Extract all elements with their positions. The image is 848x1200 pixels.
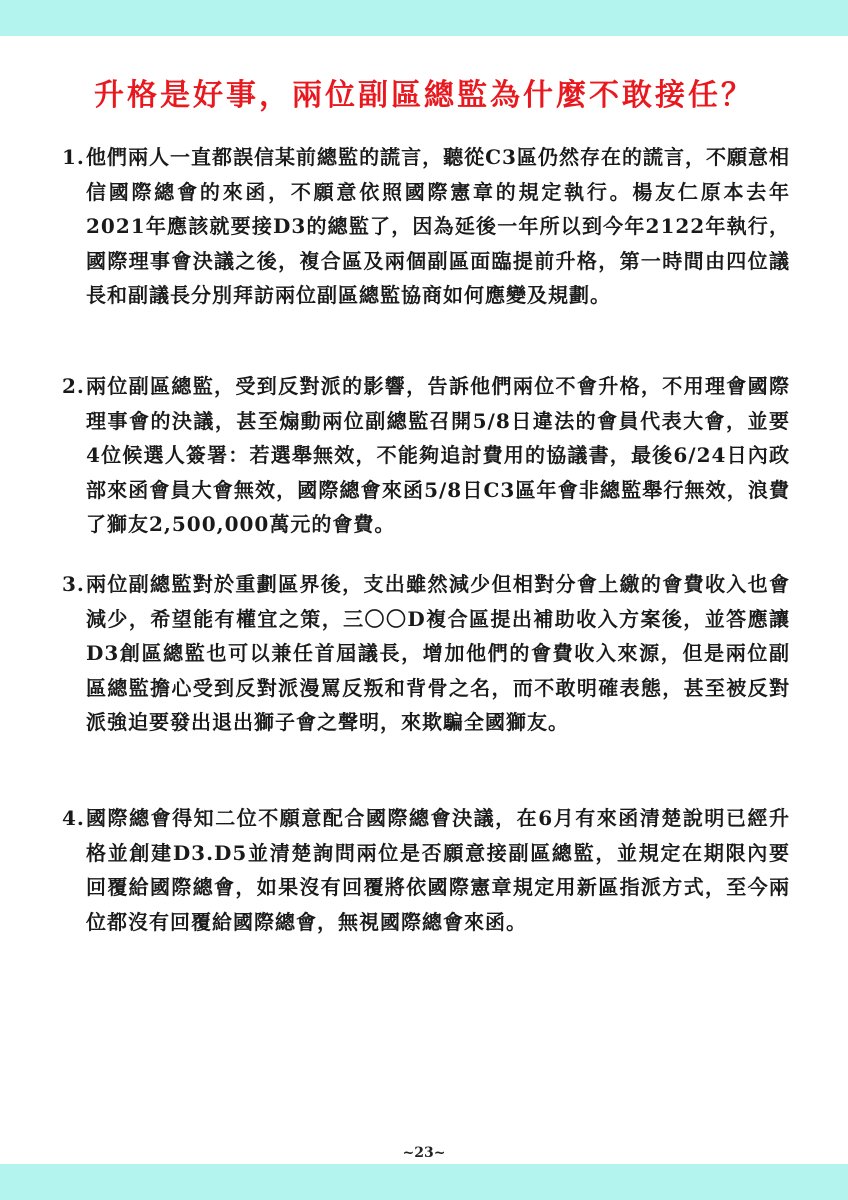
item-number: 3. [62,572,85,596]
item-text: 國際總會得知二位不願意配合國際總會決議，在6月有來函清楚說明已經升格並創建D3.D5並清楚詢問兩位是否願意接副區總監，並規定在期限內要回覆給國際總會，如果沒有回覆將依國際憲章規定用新區指派方式，至今兩位都沒有回覆給國際總會，無視國際總會來函。 [86,806,790,934]
item-text: 兩位副區總監，受到反對派的影響，告訴他們兩位不會升格，不用理會國際理事會的決議，甚至煽動兩位副總監召開5/8日違法的會員代表大會，並要4位候選人簽署：若選舉無效，不能夠追討費用的協議書，最後6/24日內政部來函會員大會無效，國際總會來函5/8日C3區年會非總監舉行無效，浪費了獅友2,500,000萬元的會費。 [86,374,790,536]
page-number: ~23~ [402,1145,446,1161]
list-item-1 [62,140,790,313]
item-number: 4. [62,806,85,830]
list-item-4 [62,801,790,939]
item-number: 2. [62,374,85,398]
item-text: 兩位副總監對於重劃區界後，支出雖然減少但相對分會上繳的會費收入也會減少，希望能有權宜之策，三〇〇D複合區提出補助收入方案後，並答應讓D3創區總監也可以兼任首屆議長，增加他們的會費收入來源，但是兩位副區總監擔心受到反對派漫罵反叛和背骨之名，而不敢明確表態，甚至被反對派強迫要發出退出獅子會之聲明，來欺騙全國獅友。 [86,572,790,734]
page-title: 升格是好事，兩位副區總監為什麼不敢接任？ [94,78,754,113]
top-band [0,0,848,36]
list-item-2 [62,369,790,542]
bottom-band [0,1164,848,1200]
list-item-3 [62,567,790,740]
item-text: 他們兩人一直都誤信某前總監的謊言，聽從C3區仍然存在的謊言，不願意相信國際總會的來函，不願意依照國際憲章的規定執行。楊友仁原本去年2021年應該就要接D3的總監了，因為延後一年所以到今年2122年執行，國際理事會決議之後，複合區及兩個副區面臨提前升格，第一時間由四位議長和副議長分別拜訪兩位副區總監協商如何應變及規劃。 [86,145,790,307]
item-number: 1. [62,145,85,169]
